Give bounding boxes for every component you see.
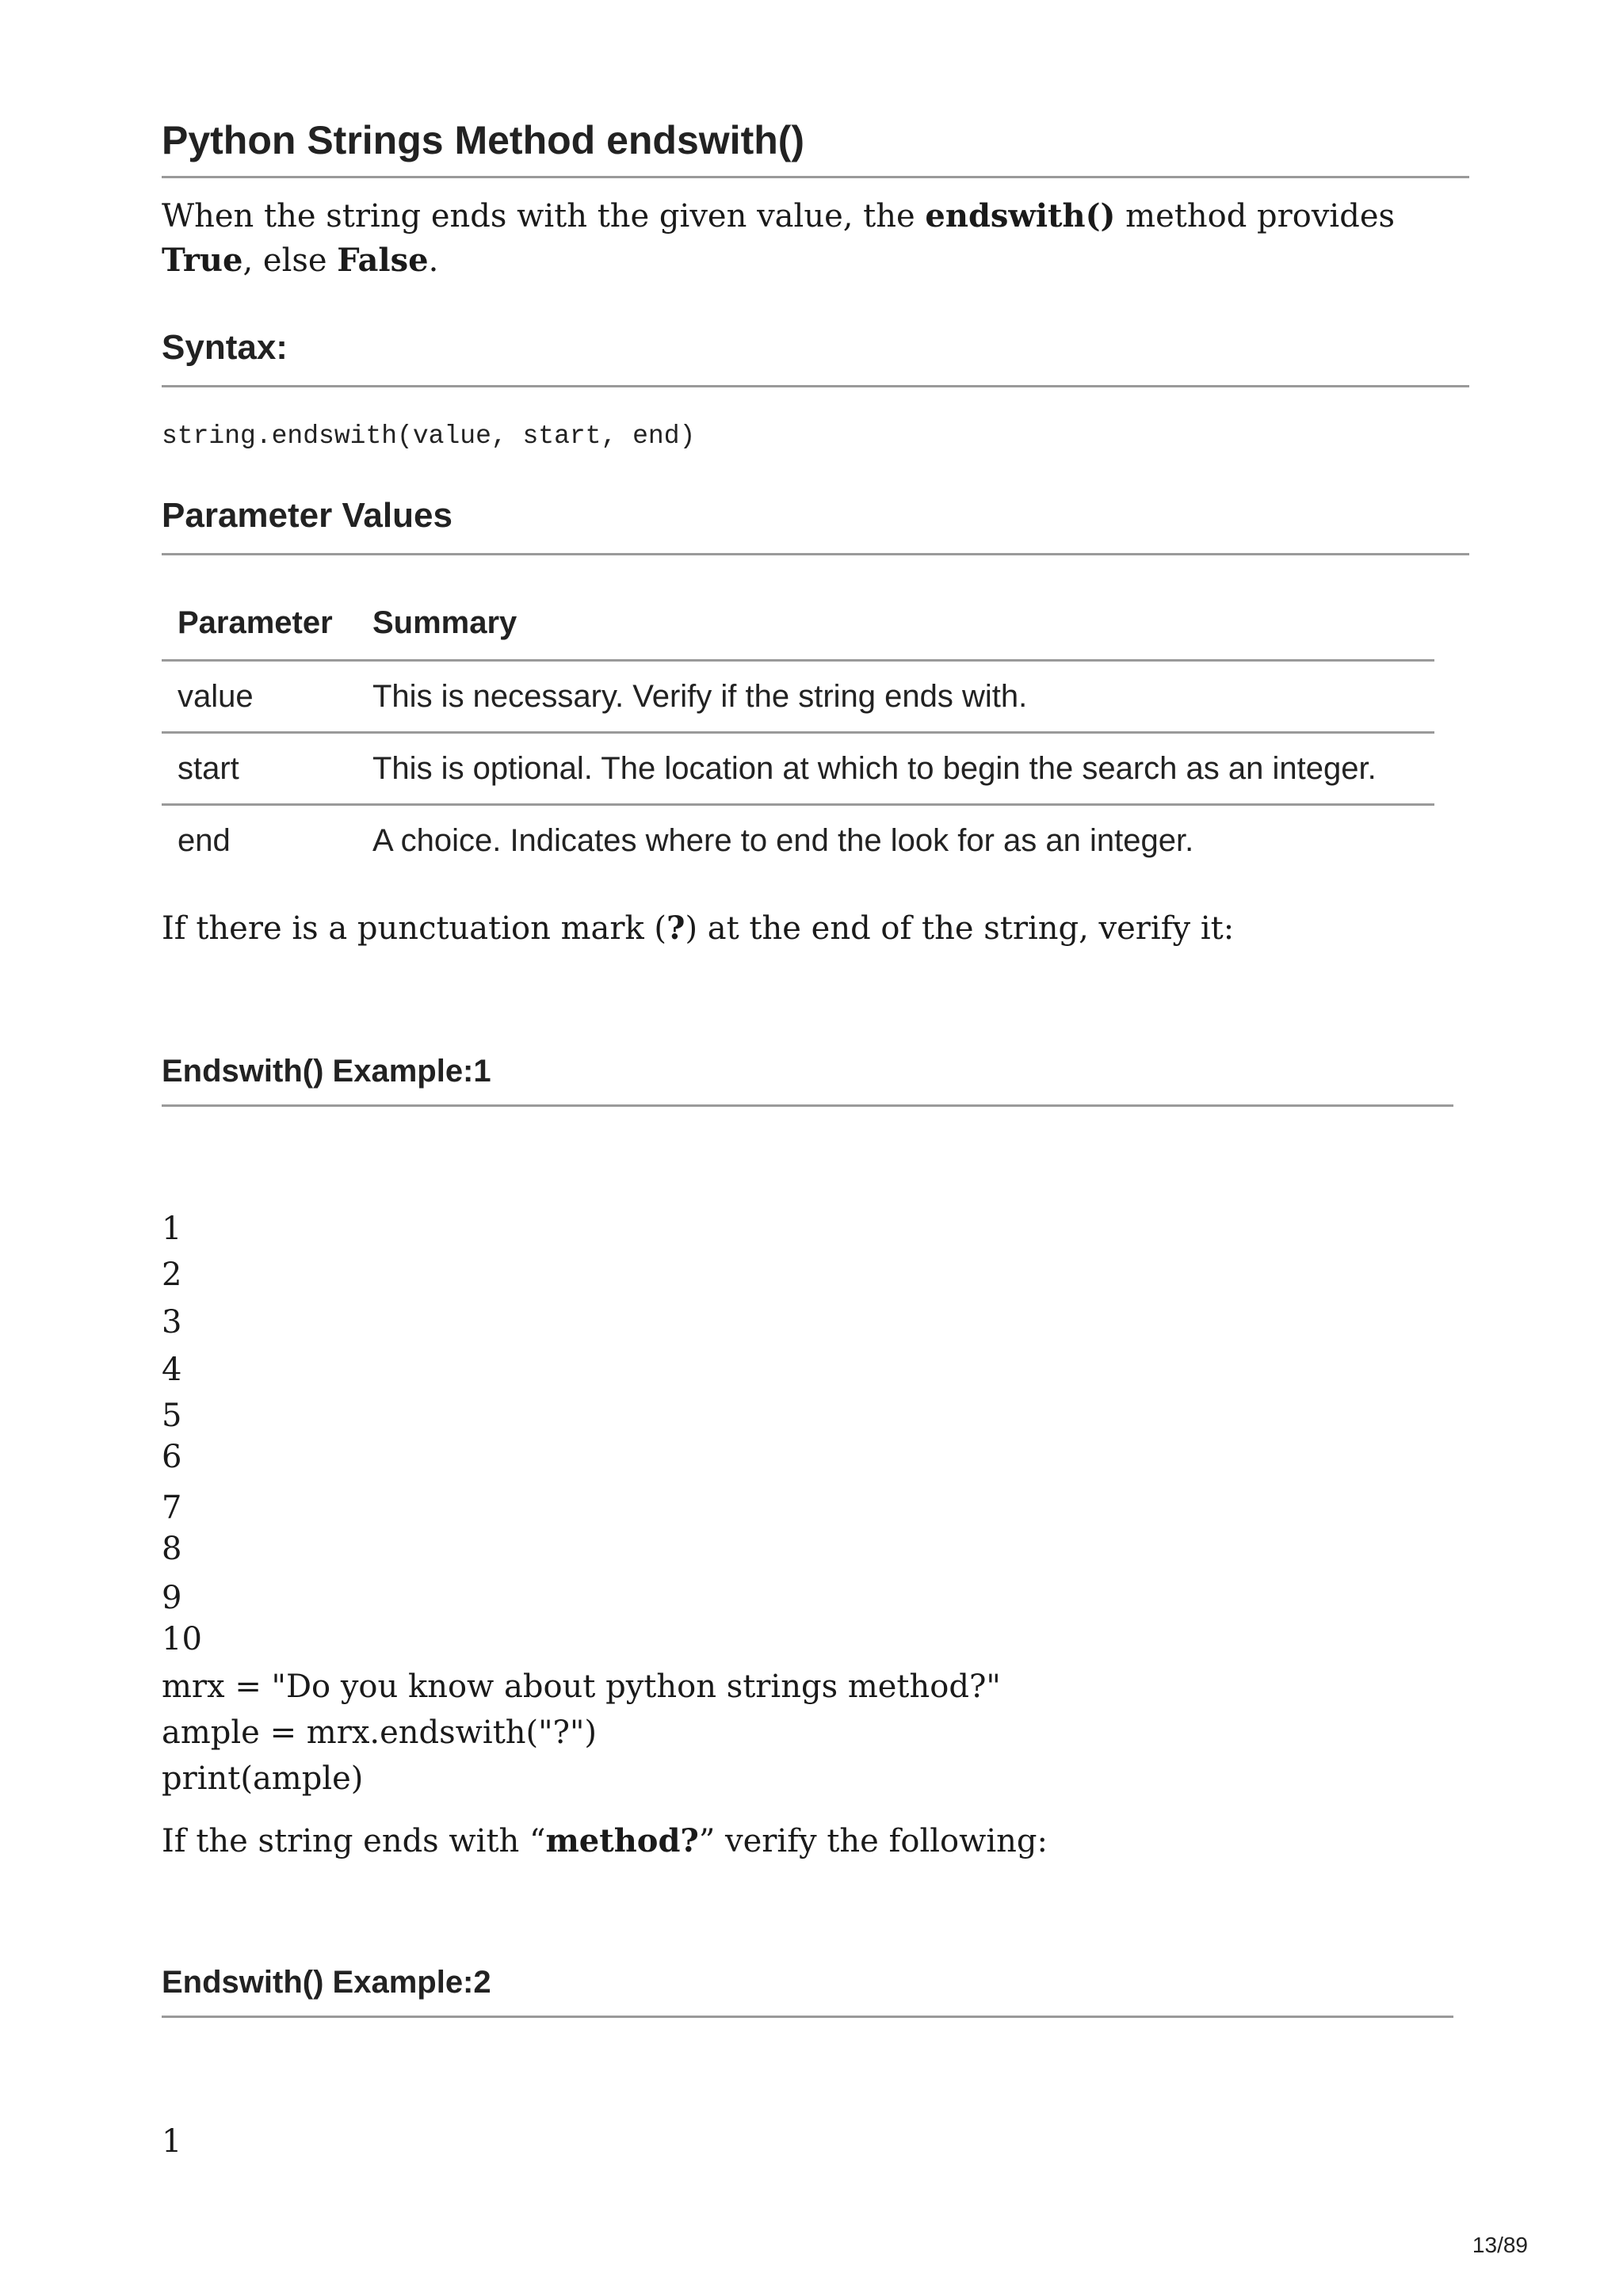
example-2-divider (162, 2016, 1453, 2018)
method-check-text (162, 1819, 1048, 1863)
intro-paragraph (162, 194, 1469, 283)
title-divider (162, 176, 1469, 178)
intro-method-name: endswith() (925, 197, 1116, 235)
intro-text-1: When the string ends with the given value, the (162, 198, 926, 235)
intro-text-2: method provides (1115, 198, 1396, 235)
syntax-heading: Syntax: (162, 328, 288, 367)
parameter-table (162, 586, 1434, 875)
parameter-name: value (162, 661, 357, 733)
intro-text-4: . (428, 242, 439, 279)
syntax-divider (162, 385, 1469, 387)
follow-text-2: ” verify the following: (698, 1823, 1048, 1859)
line-number: 1 (162, 1211, 182, 1247)
parameter-summary: This is necessary. Verify if the string ends with. (357, 661, 1434, 733)
example-1-heading: Endswith() Example:1 (162, 1054, 491, 1089)
punctuation-check-text (162, 906, 1234, 951)
column-header-summary: Summary (357, 586, 1434, 661)
example-1-code (162, 1664, 1001, 1802)
line-number: 3 (162, 1304, 182, 1341)
example-1-divider (162, 1104, 1453, 1107)
parameter-values-heading: Parameter Values (162, 496, 453, 535)
parameter-name: start (162, 733, 357, 805)
code-line: mrx = "Do you know about python strings method?" (162, 1669, 1001, 1705)
line-number: 4 (162, 1352, 182, 1388)
page-number: 13/89 (1472, 2233, 1528, 2257)
example-2-heading: Endswith() Example:2 (162, 1965, 491, 2000)
line-number: 6 (162, 1439, 182, 1475)
line-number: 8 (162, 1531, 182, 1567)
line-number: 5 (162, 1398, 182, 1434)
table-row (162, 733, 1434, 805)
follow-text-1: If the string ends with “ (162, 1823, 546, 1859)
line-number: 9 (162, 1580, 182, 1616)
code-line: print(ample) (162, 1760, 364, 1797)
intro-false-word: False (337, 242, 429, 279)
check-text-1: If there is a punctuation mark ( (162, 910, 667, 947)
question-mark: ? (666, 910, 685, 947)
parameter-summary: A choice. Indicates where to end the look for as an integer. (372, 822, 1194, 858)
column-header-parameter: Parameter (162, 586, 357, 661)
parameter-summary: This is optional. The location at which to begin the search as an integer. (357, 733, 1434, 805)
line-number: 10 (162, 1621, 202, 1657)
syntax-code: string.endswith(value, start, end) (162, 421, 696, 451)
intro-text-3: , else (242, 242, 338, 279)
method-term: method? (545, 1822, 699, 1859)
line-number: 1 (162, 2123, 182, 2160)
table-row (162, 805, 1434, 876)
intro-true-word: True (162, 242, 243, 279)
line-number: 2 (162, 1257, 182, 1293)
table-row (162, 661, 1434, 733)
parameter-values-divider (162, 553, 1469, 555)
parameter-table-header (162, 586, 1434, 661)
line-number: 7 (162, 1489, 182, 1526)
check-text-2: ) at the end of the string, verify it: (685, 910, 1235, 947)
page-title: Python Strings Method endswith() (162, 118, 805, 162)
parameter-name: end (178, 822, 231, 858)
code-line: ample = mrx.endswith("?") (162, 1714, 598, 1751)
